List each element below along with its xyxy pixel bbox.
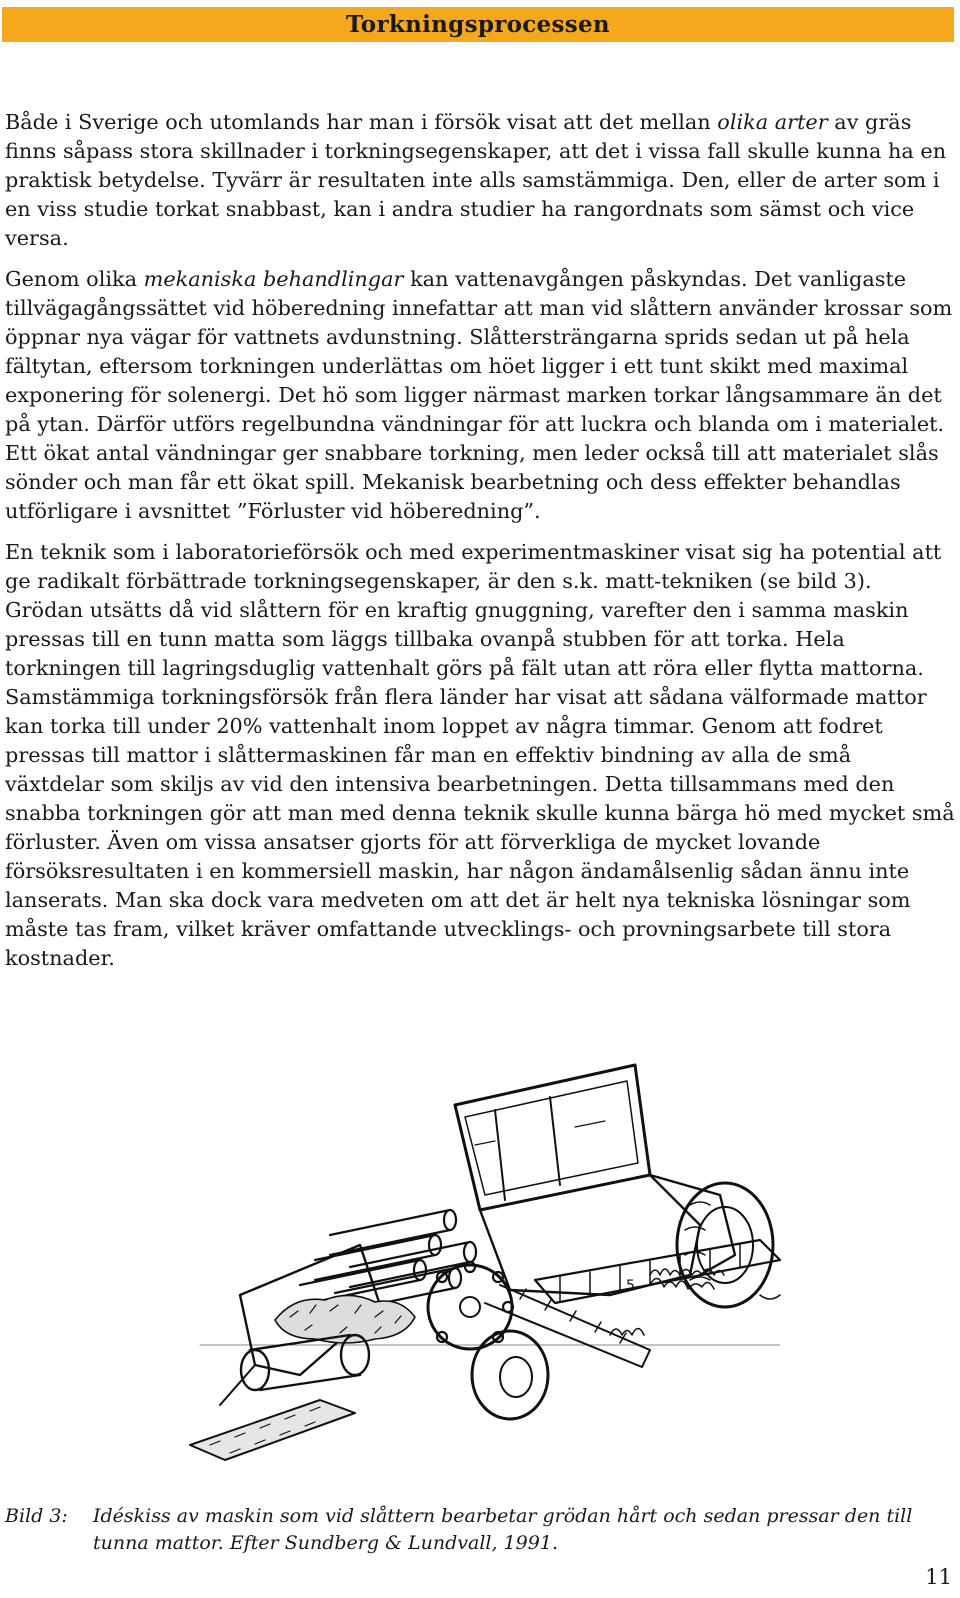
section-header-bar [2, 7, 954, 42]
section-title: Torkningsprocessen [346, 11, 610, 38]
machine-sketch-illustration [180, 1045, 800, 1465]
sketch-number-label: 5 [626, 1278, 635, 1294]
emphasis-mechanical: mekaniska behandlingar [143, 267, 404, 291]
paragraph-species: Både i Sverige och utomlands har man i försök visat att det mellan olika arter av gräs finns såpass stora skillnader i torkningsegenskaper, att det i vissa fall skulle kunna ha en praktisk betydelse. Tyvärr är resultaten inte alls samstämmiga. Den, eller de arter som i en viss studie torkat snabbast, kan i andra studier ha rangordnats som sämst och vice versa. [5, 110, 947, 250]
paragraph-mechanical: Genom olika mekaniska behandlingar kan vattenavgången påskyndas. Det vanligaste tillvägagångssättet vid höberedning innefattar att man vid slåttern använder krossar som öppnar nya vägar för vattnets avdunstning. Slåttersträngarna sprids sedan ut på hela fältytan, eftersom torkningen underlättas om höet ligger i ett tunt skikt med maximal exponering för solenergi. Det hö som ligger närmast marken torkar långsammare än det på ytan. Därför utförs regelbundna vändningar för att luckra och blanda om i materialet. Ett ökat antal vändningar ger snabbare torkning, men leder också till att materialet slås sönder och man får ett ökat spill. Mekanisk bearbetning och dess effekter behandlas utförligare i avsnittet ”Förluster vid höberedning”. [5, 267, 953, 523]
paragraph-mat-technique: En teknik som i laboratorieförsök och med experimentmaskiner visat sig ha potential att ge radikalt förbättrade torkningsegenskaper, är den s.k. matt-tekniken (se bild 3). Grödan utsätts då vid slåttern för en kraftig gnuggning, varefter den i samma maskin pressas till en tunn matta som läggs tillbaka ovanpå stubben för att torka. Hela torkningen till lagringsduglig vattenhalt görs på fält utan att röra eller flytta mattorna. Samstämmiga torkningsförsök från flera länder har visat att sådana välformade mattor kan torka till under 20% vattenhalt inom loppet av några timmar. Genom att fodret pressas till mattor i slåttermaskinen får man en effektiv bindning av alla de små växtdelar som skiljs av vid den intensiva bearbetningen. Detta tillsammans med den snabba torkningen gör att man med denna teknik skulle kunna bärga hö med mycket små förluster. Även om vissa ansatser gjorts för att förverkliga de mycket lovande försöksresultaten i en kommersiell maskin, har någon ändamålsenlig sådan ännu inte lanserats. Man ska dock vara medveten om att det är helt nya tekniska lösningar som måste tas fram, vilket kräver omfattande utvecklings- och provningsarbete till stora kostnader. [5, 540, 955, 970]
emphasis-species: olika arter [717, 110, 828, 134]
caption-label: Bild 3: [5, 1505, 68, 1527]
page-number: 11 [925, 1565, 952, 1589]
body-text [5, 108, 955, 985]
machine-sketch-figure [180, 1045, 800, 1465]
caption-text: Idéskiss av maskin som vid slåttern bearbetar grödan hårt och sedan pressar den till tunna mattor. Efter Sundberg & Lundvall, 1991. [93, 1505, 913, 1554]
figure-caption [5, 1503, 945, 1557]
